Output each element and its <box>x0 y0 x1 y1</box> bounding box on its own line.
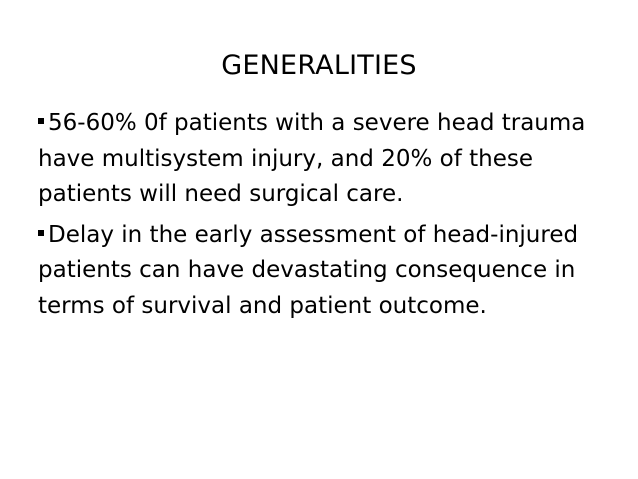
square-bullet-icon <box>38 118 44 124</box>
bullet-item <box>38 218 613 325</box>
bullet-list <box>38 106 613 329</box>
bullet-text: Delay in the early assessment of head-injured patients can have devastating consequence in terms of survival and patient outcome. <box>38 221 579 319</box>
slide-title: GENERALITIES <box>221 50 417 81</box>
bullet-item <box>38 106 613 213</box>
bullet-text: 56-60% 0f patients with a severe head trauma have multisystem injury, and 20% of these patients will need surgical care. <box>38 110 586 207</box>
square-bullet-icon <box>38 230 44 236</box>
